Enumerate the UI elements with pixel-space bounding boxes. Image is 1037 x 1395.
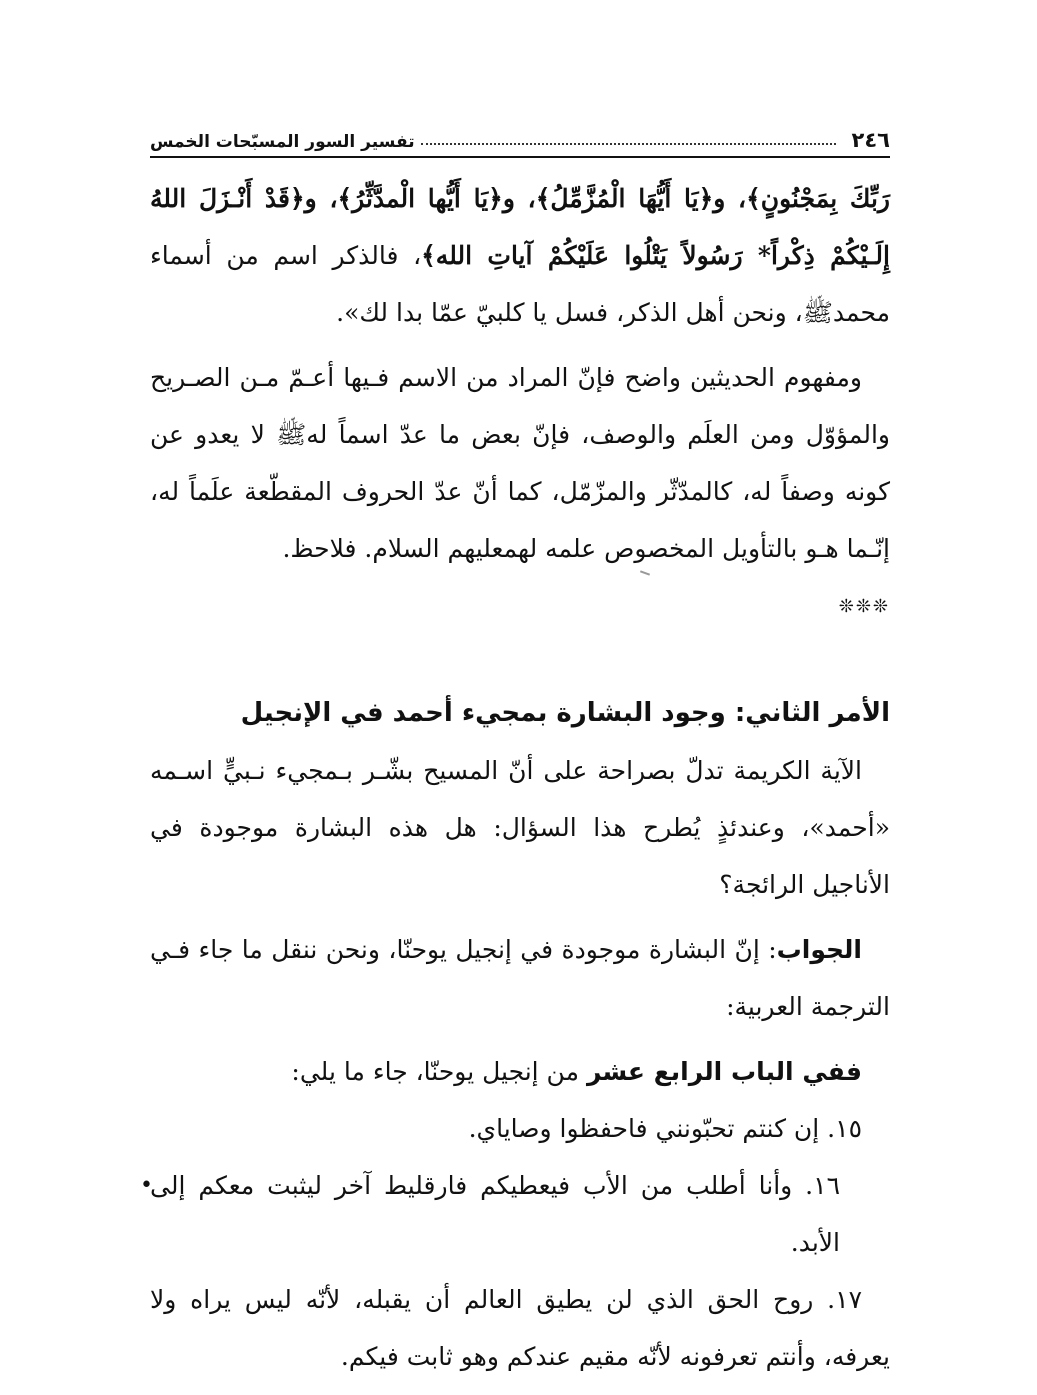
paragraph-answer xyxy=(150,921,890,1035)
answer-text: : إنّ البشارة موجودة في إنجيل يوحنّا، ونحن ننقل ما جاء فـي الترجمة العربية: xyxy=(150,935,890,1021)
bullet-mark: • xyxy=(140,1173,153,1198)
verse-16: ١٦. وأنا أطلب من الأب فيعطيكم فارقليط آخر ليثبت معكم إلى الأبد. xyxy=(150,1171,840,1257)
page-number: ٢٤٦ xyxy=(851,128,890,152)
book-title: تفسير السور المسبّحات الخمس xyxy=(150,132,415,152)
verse-17: ١٧. روح الحق الذي لن يطيق العالم أن يقبله، لأنّه ليس يراه ولا يعرفه، وأنتم تعرفونه لأنّه مقيم عندكم وهو ثابت فيكم. xyxy=(150,1285,890,1371)
paragraph-chapter-intro xyxy=(150,1043,890,1100)
chapter-label: ففي الباب الرابع عشر xyxy=(586,1057,862,1086)
paragraph-text: ، فالذكر اسم من أسماء محمدﷺ، ونحن أهل الذكر، فسل يا كلبيّ عمّا بدا لك». xyxy=(150,241,890,327)
section-separator: ❊❊❊ xyxy=(838,596,890,617)
answer-label: الجواب xyxy=(776,935,862,964)
page xyxy=(140,118,890,1385)
running-header xyxy=(150,118,890,158)
paragraph-verse-intro: الآية الكريمة تدلّ بصراحة على أنّ المسيح بشّـر بـمجيء نـبيٍّ اسـمه «أحمد»، وعندئذٍ يُطرح هذا السؤال: هل هذه البشارة موجودة في الأناجيل الرائجة؟ xyxy=(150,756,890,899)
quran-quote: رَبِّكَ بِمَجْنُونٍ﴾، و﴿يَا أَيُّهَا الْمُزَّمِّلُ﴾، و﴿يَا أَيُّها الْمدَّثِّرُ﴾، و﴿قَدْ أَنْـزَلَ اللهُ إِلَـيْكُمْ ذِكْراً* رَسُولاً يَتْلُوا عَلَيْكُمْ آياتِ الله﴾ xyxy=(150,184,890,270)
paragraph-quran-quotes xyxy=(150,170,890,341)
page-body xyxy=(140,170,890,1385)
verse-16-line xyxy=(140,1157,890,1271)
verse-15: ١٥. إن كنتم تحبّونني فاحفظوا وصاياي. xyxy=(468,1114,862,1143)
paragraph-hadith-explanation: ومفهوم الحديثين واضح فإنّ المراد من الاسم فـيها أعـمّ مـن الصـريح والمؤوّل ومن العلَم والوصف، فإنّ بعض ما عدّ اسماً لهﷺ لا يعدو عن كونه وصفاً له، كالمدّثّر والمزّمّل، كما أنّ عدّ الحروف المقطّعة علَماً له، إنّـما هـو بالتأويل المخصوص علمه لهمعليهم السلام. فلاحظ. xyxy=(150,363,890,563)
section-heading: الأمر الثاني: وجود البشارة بمجيء أحمد في الإنجيل xyxy=(240,698,890,728)
chapter-text: من إنجيل يوحنّا، جاء ما يلي: xyxy=(291,1057,587,1086)
header-dot-leader xyxy=(421,143,836,145)
